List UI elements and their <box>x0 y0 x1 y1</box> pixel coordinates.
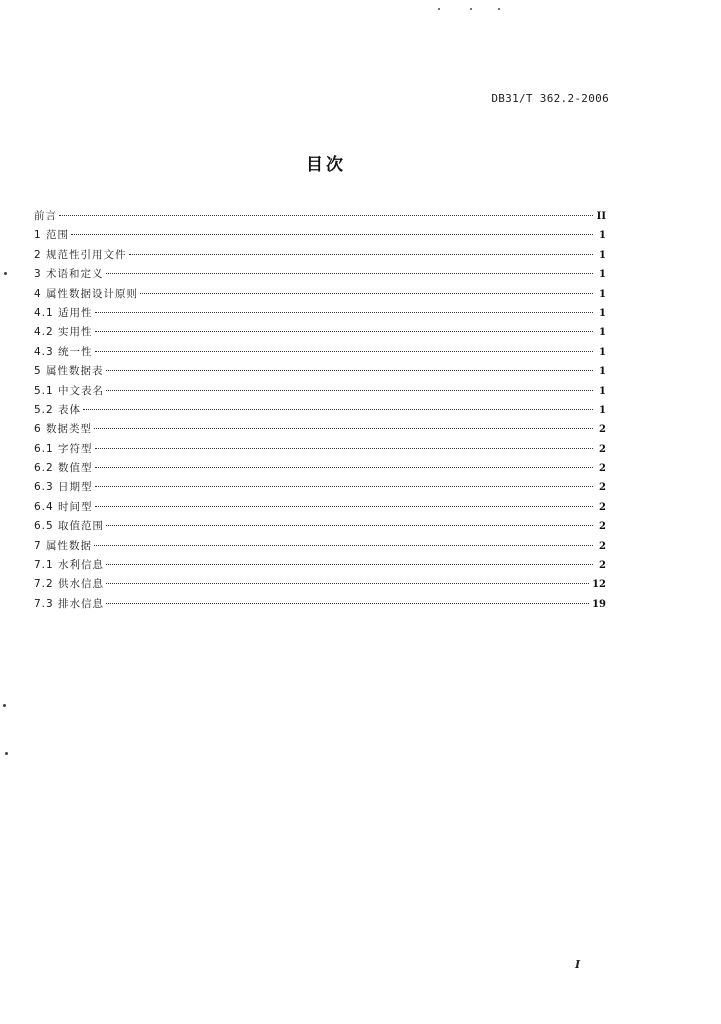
toc-entry-label: 前言 <box>34 210 57 222</box>
toc-entry <box>34 343 606 362</box>
toc-entry-page: 1 <box>599 307 606 319</box>
toc-entry <box>34 401 606 420</box>
page-title: 目次 <box>306 155 346 175</box>
toc-entry-page: 12 <box>592 579 606 591</box>
toc-entry-label: 5.2 表体 <box>34 403 82 416</box>
toc-entry <box>34 537 606 556</box>
toc-entry-label: 5.1 中文表名 <box>34 384 105 397</box>
page-number: I <box>575 958 581 971</box>
toc-leader-dots <box>140 293 593 294</box>
toc-leader-dots <box>106 603 589 604</box>
toc-entry <box>34 459 606 478</box>
toc-entry <box>34 207 606 226</box>
toc-entry-label: 4 属性数据设计原则 <box>34 287 139 300</box>
toc-entry-page: 2 <box>599 521 606 533</box>
toc-entry-page: 1 <box>599 249 606 261</box>
toc-entry <box>34 304 606 323</box>
toc-leader-dots <box>106 273 593 274</box>
toc-entry-label: 7.3 排水信息 <box>34 597 105 610</box>
toc-entry <box>34 265 606 284</box>
toc-leader-dots <box>59 215 593 216</box>
toc-entry-page: 2 <box>599 560 606 572</box>
toc-entry-page: II <box>596 211 606 222</box>
toc-entry-label: 6.2 数值型 <box>34 462 93 475</box>
toc-entry-label: 3 术语和定义 <box>34 268 104 281</box>
toc-entry-label: 6.5 取值范围 <box>34 520 105 533</box>
toc-entry-page: 1 <box>599 404 606 416</box>
scan-speck <box>470 8 472 10</box>
toc-entry-page: 2 <box>599 463 606 475</box>
toc-entry <box>34 440 606 459</box>
toc-leader-dots <box>95 486 593 487</box>
toc-entry <box>34 517 606 536</box>
toc-entry-label: 2 规范性引用文件 <box>34 248 127 261</box>
toc-entry-label: 5 属性数据表 <box>34 365 104 378</box>
toc-entry <box>34 226 606 245</box>
toc-entry <box>34 595 606 614</box>
toc-entry-page: 1 <box>599 269 606 281</box>
toc-leader-dots <box>106 564 593 565</box>
toc-leader-dots <box>106 390 593 391</box>
toc-entry <box>34 285 606 304</box>
toc-entry-page: 2 <box>599 482 606 494</box>
scan-speck <box>498 8 500 10</box>
toc-entry <box>34 498 606 517</box>
toc-leader-dots <box>95 331 593 332</box>
scan-speck <box>4 272 7 275</box>
toc-entry-label: 4.1 适用性 <box>34 306 93 319</box>
toc-leader-dots <box>106 583 589 584</box>
toc-entry <box>34 323 606 342</box>
toc-entry-page: 1 <box>599 385 606 397</box>
toc-leader-dots <box>106 525 593 526</box>
toc-entry-label: 7.2 供水信息 <box>34 578 105 591</box>
toc-entry-page: 1 <box>599 366 606 378</box>
toc-entry-page: 2 <box>599 540 606 552</box>
toc-entry-page: 2 <box>599 501 606 513</box>
toc-entry <box>34 575 606 594</box>
document-code: DB31/T 362.2-2006 <box>491 92 609 105</box>
toc-entry <box>34 362 606 381</box>
toc-entry-page: 1 <box>599 346 606 358</box>
toc-entry-page: 1 <box>599 288 606 300</box>
toc-entry <box>34 478 606 497</box>
toc-entry-page: 2 <box>599 443 606 455</box>
toc-entry-label: 7 属性数据 <box>34 539 93 552</box>
toc-entry-label: 1 范围 <box>34 229 70 242</box>
toc-leader-dots <box>95 351 593 352</box>
toc-leader-dots <box>94 428 593 429</box>
toc-leader-dots <box>95 506 593 507</box>
toc-entry <box>34 556 606 575</box>
toc-entry <box>34 246 606 265</box>
toc-leader-dots <box>95 467 593 468</box>
scan-speck <box>3 704 6 707</box>
toc-entry-label: 7.1 水利信息 <box>34 559 105 572</box>
scan-speck <box>5 752 8 755</box>
toc-entry-page: 1 <box>599 230 606 242</box>
toc-entry-label: 4.3 统一性 <box>34 345 93 358</box>
toc-entry-page: 2 <box>599 424 606 436</box>
scan-speck <box>438 8 440 10</box>
toc-leader-dots <box>94 545 593 546</box>
toc-leader-dots <box>83 409 593 410</box>
toc-leader-dots <box>71 234 593 235</box>
toc-entry <box>34 420 606 439</box>
table-of-contents <box>34 207 606 614</box>
toc-leader-dots <box>106 370 593 371</box>
toc-entry-page: 1 <box>599 327 606 339</box>
toc-entry-label: 6 数据类型 <box>34 423 93 436</box>
toc-entry <box>34 382 606 401</box>
toc-leader-dots <box>129 254 593 255</box>
toc-entry-label: 6.1 字符型 <box>34 442 93 455</box>
toc-leader-dots <box>95 312 593 313</box>
toc-entry-label: 4.2 实用性 <box>34 326 93 339</box>
toc-entry-label: 6.4 时间型 <box>34 500 93 513</box>
toc-entry-label: 6.3 日期型 <box>34 481 93 494</box>
toc-leader-dots <box>95 448 593 449</box>
toc-entry-page: 19 <box>592 598 606 610</box>
